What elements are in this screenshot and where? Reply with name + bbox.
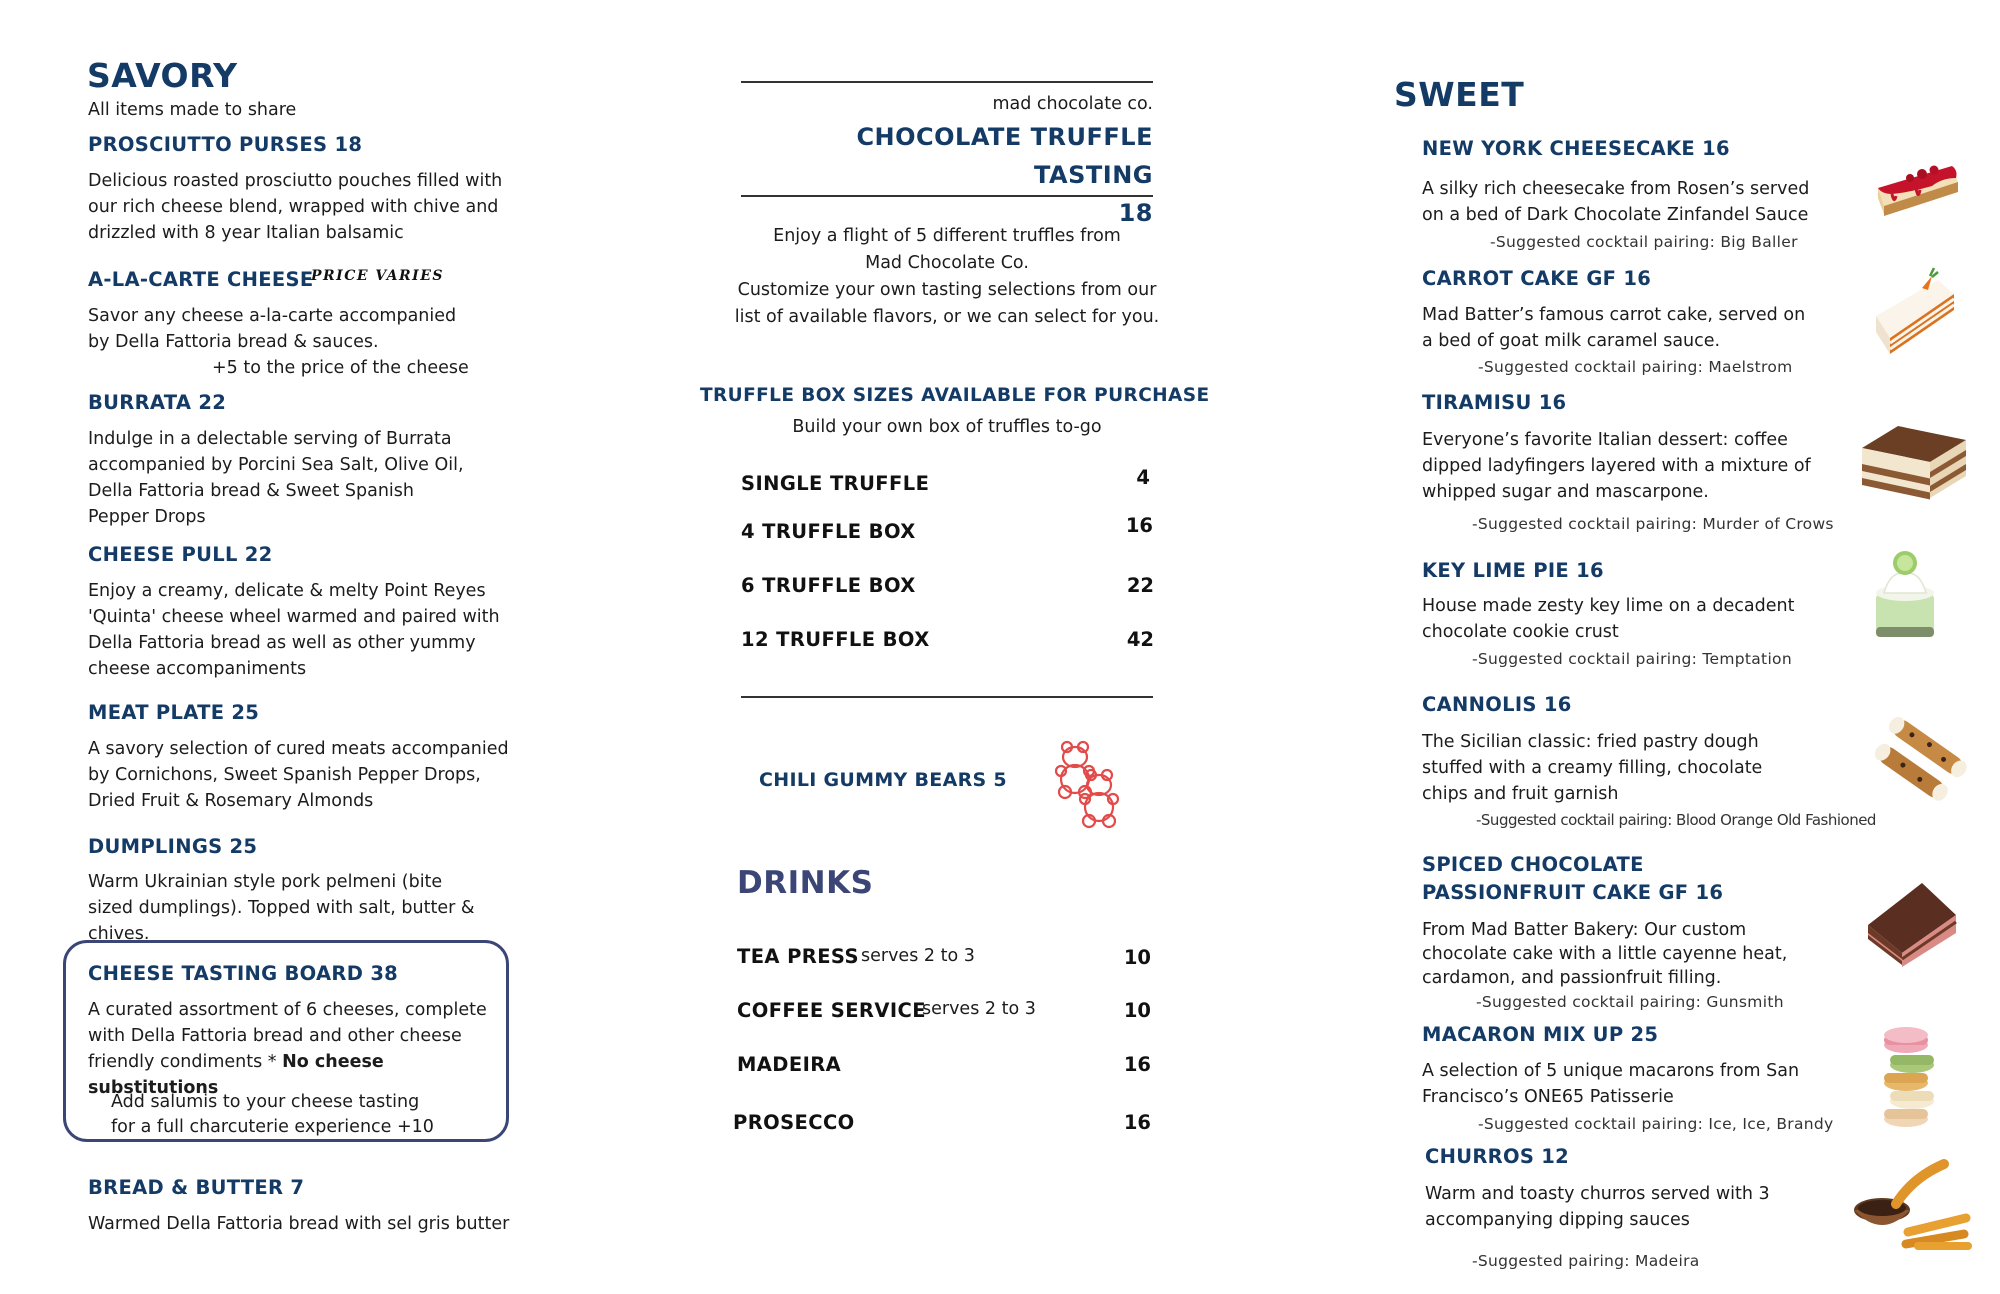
chocolate-cake-illustration [1862,875,1960,967]
macarons-illustration [1882,1025,1938,1129]
dessert-name-cannolis: CANNOLIS 16 [1422,693,1572,716]
box-price-6: 22 [1126,574,1154,597]
cheese-board-desc-text: A curated assortment of 6 cheeses, complete with Della Fattoria bread and other cheese friendly condiments * [88,1000,487,1072]
truffle-title-line1: CHOCOLATE TRUFFLE TASTING [856,123,1153,189]
dessert-desc-chocolate-cake: From Mad Batter Bakery: Our custom chocolate cake with a little cayenne heat, cardamon, and passionfruit filling. [1422,920,1788,988]
truffle-title-line2: 18 [1118,199,1153,227]
dessert-desc-churros: Warm and toasty churros served with 3 accompanying dipping sauces [1425,1184,1770,1230]
truffle-bottom-rule [741,696,1153,698]
savory-title: SAVORY [87,56,238,95]
gummy-bear-icon [1045,737,1125,829]
dessert-desc-carrot-cake: Mad Batter’s famous carrot cake, served on a bed of goat milk caramel sauce. [1422,305,1806,351]
drink-name-tea: TEA PRESS [737,945,859,968]
tiramisu-illustration [1858,418,1970,502]
dessert-desc-tiramisu: Everyone’s favorite Italian dessert: coffee dipped ladyfingers layered with a mixture of whipped sugar and mascarpone. [1422,430,1811,502]
cannoli-illustration [1868,715,1970,807]
truffle-mid-rule [741,195,1153,197]
sweet-title: SWEET [1394,75,1525,114]
dessert-pairing-cannolis: -Suggested cocktail pairing: Blood Orange Old Fashioned [1476,811,1876,829]
item-name-bread-butter: BREAD & BUTTER 7 [88,1176,305,1199]
box-price-12: 42 [1126,628,1154,651]
item-desc-dumplings: Warm Ukrainian style pork pelmeni (bite sized dumplings). Topped with salt, butter & chives. [88,872,475,944]
no-substitutions-note: No cheese substitutions [88,1052,384,1098]
item-extra-a-la-carte: +5 to the price of the cheese [212,358,469,378]
truffle-desc-line4: list of available flavors, or we can select for you. [734,307,1160,327]
truffle-desc-line3: Customize your own tasting selections from our [737,280,1157,300]
truffle-box-title: TRUFFLE BOX SIZES AVAILABLE FOR PURCHASE [700,385,1210,406]
drink-price-prosecco: 16 [1123,1111,1151,1134]
dessert-pairing-churros: -Suggested pairing: Madeira [1472,1252,1700,1270]
drink-note-coffee: serves 2 to 3 [922,999,1036,1019]
truffle-brand: mad chocolate co. [992,94,1153,114]
dessert-name-macarons: MACARON MIX UP 25 [1422,1023,1659,1046]
item-desc-cheese-pull: Enjoy a creamy, delicate & melty Point Reyes 'Quinta' cheese wheel warmed and paired with Della Fattoria bread as well as other yummy cheese accompaniments [88,581,500,679]
cheese-board-addon-1: Add salumis to your cheese tasting [111,1092,420,1112]
truffle-box-subtitle: Build your own box of truffles to-go [792,417,1102,437]
item-desc-bread-butter: Warmed Della Fattoria bread with sel gris butter [88,1214,510,1234]
savory-subtitle: All items made to share [88,100,297,120]
dessert-pairing-carrot-cake: -Suggested cocktail pairing: Maelstrom [1478,358,1793,376]
drink-price-coffee: 10 [1123,999,1151,1022]
drink-note-tea: serves 2 to 3 [861,946,975,966]
dessert-desc-key-lime: House made zesty key lime on a decadent chocolate cookie crust [1422,596,1795,642]
box-price-single: 4 [1136,466,1150,489]
drink-price-tea: 10 [1123,946,1151,969]
item-name-cheese-pull: CHEESE PULL 22 [88,543,273,566]
drinks-title: DRINKS [737,865,874,901]
item-desc-a-la-carte: Savor any cheese a-la-carte accompanied by Della Fattoria bread & sauces. [88,306,457,352]
box-name-single: SINGLE TRUFFLE [741,472,930,495]
drink-name-coffee: COFFEE SERVICE [737,999,926,1022]
dessert-name-cheesecake: NEW YORK CHEESECAKE 16 [1422,137,1730,160]
truffle-desc-line2: Mad Chocolate Co. [865,253,1029,273]
dessert-name-carrot-cake: CARROT CAKE GF 16 [1422,267,1652,290]
truffle-desc [726,223,1168,331]
dessert-pairing-cheesecake: -Suggested cocktail pairing: Big Baller [1490,233,1798,251]
dessert-name-key-lime: KEY LIME PIE 16 [1422,559,1604,582]
truffle-title [741,118,1153,232]
dessert-desc-macarons: A selection of 5 unique macarons from San Francisco’s ONE65 Patisserie [1422,1061,1800,1107]
item-desc-burrata: Indulge in a delectable serving of Burrata accompanied by Porcini Sea Salt, Olive Oil, Della Fattoria bread & Sweet Spanish Pepper Drops [88,429,464,527]
dessert-desc-cheesecake: A silky rich cheesecake from Rosen’s served on a bed of Dark Chocolate Zinfandel Sauce [1422,179,1810,225]
dessert-pairing-chocolate-cake: -Suggested cocktail pairing: Gunsmith [1476,993,1784,1011]
dessert-name-churros: CHURROS 12 [1425,1145,1570,1168]
dessert-name-tiramisu: TIRAMISU 16 [1422,391,1567,414]
truffle-desc-line1: Enjoy a flight of 5 different truffles from [773,226,1121,246]
drink-price-madeira: 16 [1123,1053,1151,1076]
cheesecake-illustration [1872,148,1962,220]
price-varies-note: PRICE VARIES [311,268,445,284]
item-name-meat-plate: MEAT PLATE 25 [88,701,260,724]
key-lime-pie-illustration [1872,547,1938,643]
chili-gummy-bears: CHILI GUMMY BEARS 5 [759,769,1007,791]
item-name-cheese-board: CHEESE TASTING BOARD 38 [88,962,399,985]
item-name-burrata: BURRATA 22 [88,391,227,414]
box-name-6: 6 TRUFFLE BOX [741,574,916,597]
truffle-top-rule [741,81,1153,83]
churros-illustration [1848,1158,1972,1256]
dessert-name-chocolate-cake-2: PASSIONFRUIT CAKE GF 16 [1422,881,1724,904]
dessert-pairing-key-lime: -Suggested cocktail pairing: Temptation [1472,650,1792,668]
box-name-4: 4 TRUFFLE BOX [741,520,916,543]
dessert-desc-cannolis: The Sicilian classic: fried pastry dough stuffed with a creamy filling, chocolate chips and fruit garnish [1422,732,1763,804]
box-price-4: 16 [1125,514,1153,537]
item-name-prosciutto: PROSCIUTTO PURSES 18 [88,133,363,156]
dessert-pairing-tiramisu: -Suggested cocktail pairing: Murder of Crows [1472,515,1834,533]
box-name-12: 12 TRUFFLE BOX [741,628,930,651]
cheese-board-addon-2: for a full charcuterie experience +10 [111,1117,434,1137]
item-name-dumplings: DUMPLINGS 25 [88,835,258,858]
dessert-pairing-macarons: -Suggested cocktail pairing: Ice, Ice, Brandy [1478,1115,1834,1133]
item-desc-prosciutto: Delicious roasted prosciutto pouches filled with our rich cheese blend, wrapped with chive and drizzled with 8 year Italian balsamic [88,171,503,243]
item-desc-cheese-board [88,997,503,1101]
dessert-name-chocolate-cake-1: SPICED CHOCOLATE [1422,853,1644,876]
drink-name-prosecco: PROSECCO [733,1111,855,1134]
item-name-a-la-carte: A-LA-CARTE CHEESE [88,268,314,291]
carrot-cake-illustration [1868,266,1960,358]
drink-name-madeira: MADEIRA [737,1053,842,1076]
item-desc-meat-plate: A savory selection of cured meats accompanied by Cornichons, Sweet Spanish Pepper Drops, Dried Fruit & Rosemary Almonds [88,739,509,811]
